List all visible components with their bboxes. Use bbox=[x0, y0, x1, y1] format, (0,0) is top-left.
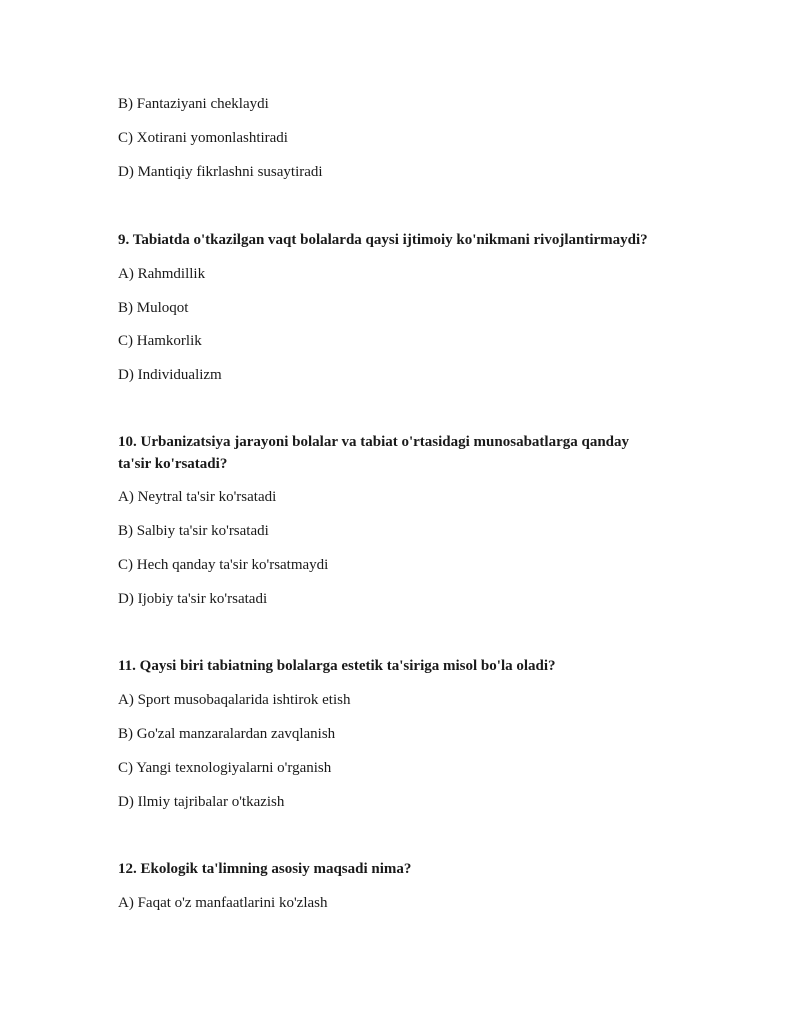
option-a: A) Sport musobaqalarida ishtirok etish bbox=[118, 692, 351, 708]
option-b: B) Salbiy ta'sir ko'rsatadi bbox=[118, 523, 269, 539]
question-9: 9. Tabiatda o'tkazilgan vaqt bolalarda qaysi ijtimoiy ko'nikmani rivojlantirmaydi? bbox=[118, 232, 648, 248]
question-11: 11. Qaysi biri tabiatning bolalarga estetik ta'siriga misol bo'la oladi? bbox=[118, 658, 556, 674]
question-10-line-2: ta'sir ko'rsatadi? bbox=[118, 456, 228, 472]
option-b: B) Fantaziyani cheklaydi bbox=[118, 96, 269, 112]
option-d: D) Individualizm bbox=[118, 367, 222, 383]
option-d: D) Ilmiy tajribalar o'tkazish bbox=[118, 794, 285, 810]
option-a: A) Neytral ta'sir ko'rsatadi bbox=[118, 489, 277, 505]
option-d: D) Mantiqiy fikrlashni susaytiradi bbox=[118, 164, 323, 180]
option-b: B) Go'zal manzaralardan zavqlanish bbox=[118, 726, 336, 742]
question-12: 12. Ekologik ta'limning asosiy maqsadi nima? bbox=[118, 861, 412, 877]
option-a: A) Rahmdillik bbox=[118, 266, 206, 282]
option-c: C) Xotirani yomonlashtiradi bbox=[118, 130, 288, 146]
option-c: C) Hamkorlik bbox=[118, 333, 202, 349]
option-b: B) Muloqot bbox=[118, 300, 189, 316]
option-c: C) Yangi texnologiyalarni o'rganish bbox=[118, 760, 332, 776]
option-c: C) Hech qanday ta'sir ko'rsatmaydi bbox=[118, 557, 329, 573]
option-a: A) Faqat o'z manfaatlarini ko'zlash bbox=[118, 895, 328, 911]
option-d: D) Ijobiy ta'sir ko'rsatadi bbox=[118, 591, 268, 607]
question-10-line-1: 10. Urbanizatsiya jarayoni bolalar va tabiat o'rtasidagi munosabatlarga qanday bbox=[118, 434, 630, 450]
